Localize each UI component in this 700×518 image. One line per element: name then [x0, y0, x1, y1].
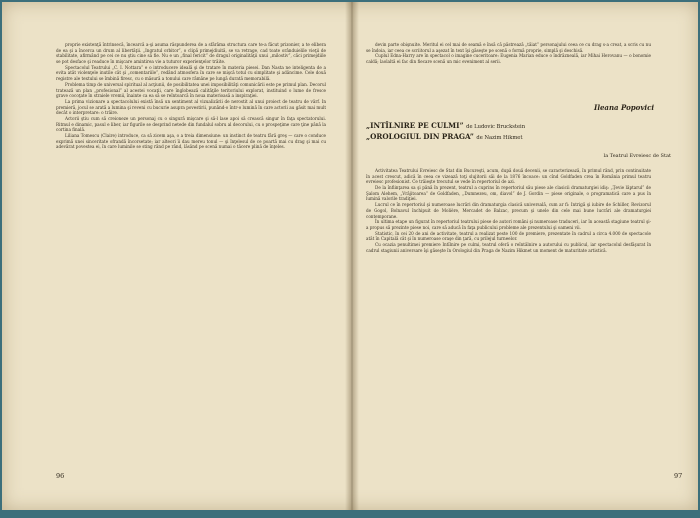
heading-line-1	[366, 121, 656, 132]
right-page-top-text	[366, 42, 651, 87]
author-signature: Ileana Popovici	[594, 103, 654, 112]
paragraph: Statistic, în cei 20 de ani de activitate, teatrul a realizat peste 100 de premiere, prezentate în cadrul a circa 4.000 de spectacole atât în Capitală cât şi în numeroase oraşe din ţară, cu prilejul turneelor.	[366, 230, 651, 242]
paragraph: De la înfiinţarea sa şi până în prezent, teatrul a cuprins în repertoriul său piese ale clasicii dramaturgiei idiş: „Ţevie lăptarul” de Şalom Alehem, „Vrăjitoarea” de Goldfaden, „Dumnezeu, om, diavol” de J. Gordin — piese originale, o programatică care a pus în lumină valorile tradiţiei.	[366, 185, 651, 202]
play-title-2: „OROLOGIUL DIN PRAGA”	[366, 132, 474, 141]
play-title-1: „INTÎLNIRE PE CULMI”	[366, 121, 464, 130]
paragraph: Cu ocazia penultimei premiere Intîlnire pe culmi, teatrul oferă o reîntâlnire a autorului cu publicul, iar spectacolul desfăşurat în cadrul stagiunii aniversare îşi găseşte în Orologiul din Praga de Nazim Hikmet un moment de maturitate artistică.	[366, 241, 651, 253]
left-page-text	[56, 42, 326, 452]
paragraph: proprie existenţă întrinsecă, încearcă a-şi asuma răspunderea de a sfărâma structura care te-a făcut prizonier, a te elibera de ea şi a încerca un drum al libertăţii. „Ingratul orbitor”, o clipă primejdiuită, se va retrage, cad toate orânduielile vieţii de stabilitate, afirmând pe cei ce nu ştiu cine să fie. Nu e un „final fericit” de dragul originalităţii unui „milostiv”, căci primejdiile se pot desface şi readuce în mişcare amintirea vie a tuturor experienţelor trăite.	[56, 42, 326, 65]
play-author-2: de Nazim Hikmet	[476, 135, 523, 141]
paragraph: Lucrul ce în repertoriul şi numeroase lucrări din dramaturgia clasică universală, cum ar fi: Intrigă şi iubire de Schiller, Revizorul de Gogol, Bolnavul închipuit de Molière, Mercadet de Balzac, precum şi unele din cele mai bune lucrări ale dramaturgiei contemporane.	[366, 202, 651, 219]
right-page-body-text	[366, 168, 651, 452]
heading-line-2	[366, 132, 656, 143]
theatre-name: la Teatrul Evreiesc de Stat	[603, 153, 671, 159]
paragraph: Spectacolul Teatrului „C. I. Nottara” e o introducere ideală şi de tratare în materia piesei. Dan Nasta ne inteligenta de a evita atât violenţele inutile cât şi „comentariile”, redând atmosfera în care se mişcă totul cu simplitate şi adâncime. Cele două registre ale textului se îmbină firesc, cu o măsură a tonului care rămâne pe lungă durată memorabilă.	[56, 64, 326, 82]
paragraph: Activitatea Teatrului Evreiesc de Stat din Bucureşti, acum, după două decenii, se caracterizează, în primul rând, prin continuitate în acest crescut, adică în ceea ce vizează toţi slujitorii săi de la 1876 încoace: un cînd Goldfaden crea în România primul teatru evreiesc profesionist. Ce trăieşte trecutul se vede în repertoriul de azi.	[366, 168, 651, 185]
right-page	[356, 2, 698, 510]
paragraph: La prima vizionare a spectacolului există însă un sentiment al vizualizării de nerostit al unui proiect de teatru de vârf. In premieră, jocul se arată a lumina şi reveni cu bucurie asupra povestirii, punând-o într-o lumină în care actorii au găsit mai mult decât o interpretare: o trăire.	[56, 98, 326, 116]
play-author-1: de Ludovic Bruckstein	[466, 124, 526, 130]
page-number-right: 97	[674, 472, 683, 480]
paragraph: Cuplul Edna-Harry are în spectacol o imagine cuceritoare: Eugenia Marian educe o îndrăzneală, iar Mihai Herovanu — o bonomie caldă; laolaltă ei fac din fiecare scenă un mic eveniment al serii.	[366, 53, 651, 65]
page-number-left: 96	[56, 472, 65, 480]
paragraph: În ultima etape un figurat în repertoriul teatrului piese de autori români şi numeroase traduceri, iar în această stagiune teatrul şi-a propus să prezinte piese noi, care să aducă în faţa publicului probleme ale prezentului şi oameni vii.	[366, 219, 651, 230]
paragraph: devin parte obişnuite. Meritul ei cel mai de seamă e însă că păstrează „tăiat” personajului ceea ce cu drag s-a creat, a scris cu nu se îndoia, iar ceea ce scriitorul a aşezat în text îşi găseşte pe scenă o formă proprie, simplă şi deschisă.	[366, 42, 651, 53]
book-spread	[2, 2, 698, 510]
paragraph: Liliana Tomescu (Claire) introduce, ca să zicem aşa, o a treia dimensiune: un instinct de teatru fără greş — care o conduce exprimă unei sinceritate ofrandă încorsetate; iar alteori îi dau mereu tonul — şi înţelesul de ce poartă mai cu drag şi mai cu adevărat povestea ei, în care luminile se sting rând pe rând, lăsând pe scenă numai o tăcere plină de înţeles.	[56, 133, 326, 150]
left-page	[2, 2, 348, 510]
paragraph: Actorii ştiu cum să creioneze un personaj cu o singură mişcare şi să-l lase apoi să crească singur în faţa spectatorului. Ritmul e dinamic, pasul e liber, iar figurile se desprind netede din fundalul sobru al decorului, cu o prospeţime care ţine până la cortina finală.	[56, 115, 326, 133]
paragraph: Problema timp de universal spiritual al acţiunii, de posibilitatea unei imposibilităţi comunicării este pe primul plan. Decorul tratează un plan „profesional” al acestei vocaţii, care înglobează calităţile teritoriului explorat, instituind o lume de fresce grave cocoţate în straiele vremii, înainte ca ea să se reîntoarcă în noua materioasă a inspiraţiei.	[56, 81, 326, 99]
article-heading	[366, 121, 656, 143]
